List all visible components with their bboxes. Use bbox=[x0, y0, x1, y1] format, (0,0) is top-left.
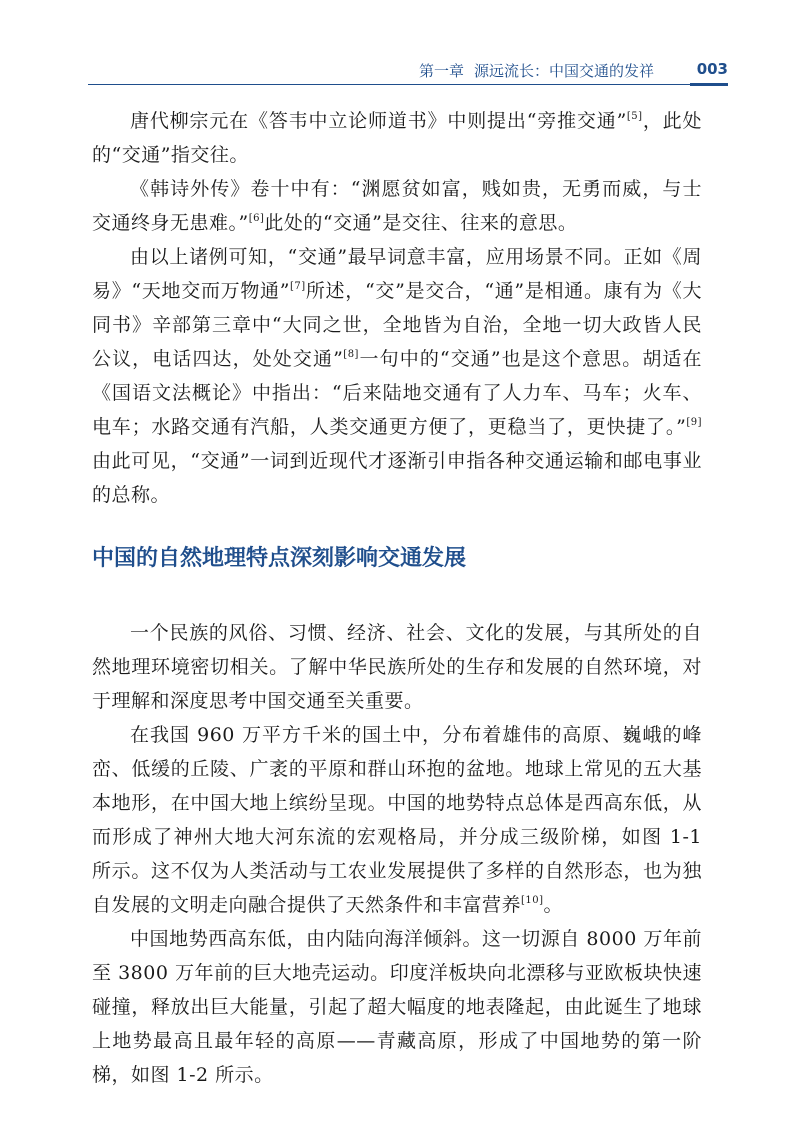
paragraph-tibetan-plateau: 中国地势西高东低，由内陆向海洋倾斜。这一切源自 8000 万年前至 3800 万年前的巨大地壳运动。印度洋板块向北漂移与亚欧板块快速碰撞，释放出巨大能量，引起了超大幅度的地表隆起，由此诞生了地球上地势最高且最年轻的高原——青藏高原，形成了中国地势的第一阶梯，如图 1-2 所示。 bbox=[92, 928, 702, 1086]
chapter-label: 第一章 bbox=[418, 62, 464, 80]
page-body bbox=[92, 104, 702, 1092]
paragraph-environment: 一个民族的风俗、习惯、经济、社会、文化的发展，与其所处的自然地理环境密切相关。了解中华民族所处的生存和发展的自然环境，对于理解和深度思考中国交通至关重要。 bbox=[92, 622, 702, 712]
paragraph-text: 由以上诸例可知，“交通”最早词意丰富，应用场景不同。正如《周易》“天地交而万物通” bbox=[92, 246, 702, 302]
header-rule bbox=[88, 84, 728, 85]
running-head-title bbox=[419, 60, 654, 81]
paragraph-text: ，此处的“交通”指交往。 bbox=[92, 110, 702, 166]
paragraph-text: 唐代柳宗元在《答韦中立论师道书》中则提出“旁推交通” bbox=[130, 110, 627, 132]
chapter-subtitle: ：中国交通的发祥 bbox=[533, 62, 654, 80]
footnote-ref: [10] bbox=[521, 895, 544, 906]
paragraph-text: 一句中的“交通”也是这个意思。胡适在《国语文法概论》中指出：“后来陆地交通有了人力车、马车；火车、电车；水路交通有汽船，人类交通更方便了，更稳当了，更快捷了。” bbox=[92, 348, 702, 438]
paragraph-liu-zongyuan bbox=[92, 104, 702, 172]
footnote-ref: [5] bbox=[626, 111, 643, 122]
footnote-ref: [6] bbox=[248, 213, 265, 224]
footnote-ref: [9] bbox=[686, 417, 702, 428]
section-heading: 中国的自然地理特点深刻影响交通发展 bbox=[92, 546, 467, 571]
running-head bbox=[88, 58, 728, 84]
paragraph-text: 由此可见，“交通”一词到近现代才逐渐引申指各种交通运输和邮电事业的总称。 bbox=[92, 450, 702, 506]
paragraph-text: 《韩诗外传》卷十中有：“渊愿贫如富，贱如贵，无勇而威，与士交通终身无患难。” bbox=[92, 178, 702, 234]
header-rule-accent bbox=[690, 83, 728, 86]
paragraph-text: 在我国 960 万平方千米的国土中，分布着雄伟的高原、巍峨的峰峦、低缓的丘陵、广袤的平原和群山环抱的盆地。地球上常见的五大基本地形，在中国大地上缤纷呈现。中国的地势特点总体是西高东低，从而形成了神州大地大河东流的宏观格局，并分成三级阶梯，如图 1-1 所示。这不仅为人类活动与工农业发展提供了多样的自然形态，也为独自发展的文明走向融合提供了天然条件和丰富营养 bbox=[92, 724, 702, 916]
paragraph-text: 此处的“交通”是交往、往来的意思。 bbox=[264, 212, 578, 234]
chapter-title: 源远流长 bbox=[473, 62, 534, 80]
paragraph-jiaotong-meaning bbox=[92, 240, 702, 512]
page-number: 003 bbox=[696, 60, 728, 78]
footnote-ref: [8] bbox=[343, 349, 359, 360]
paragraph-text: 。 bbox=[543, 894, 564, 916]
paragraph-terrain bbox=[92, 718, 702, 922]
footnote-ref: [7] bbox=[289, 281, 306, 292]
paragraph-hanshi-waizhuan bbox=[92, 172, 702, 240]
paragraph-text: 所述，“交”是交合，“通”是相通。康有为《大同书》辛部第三章中“大同之世，全地皆为自治，全地一切大政皆人民公议，电话四达，处处交通” bbox=[92, 280, 702, 370]
